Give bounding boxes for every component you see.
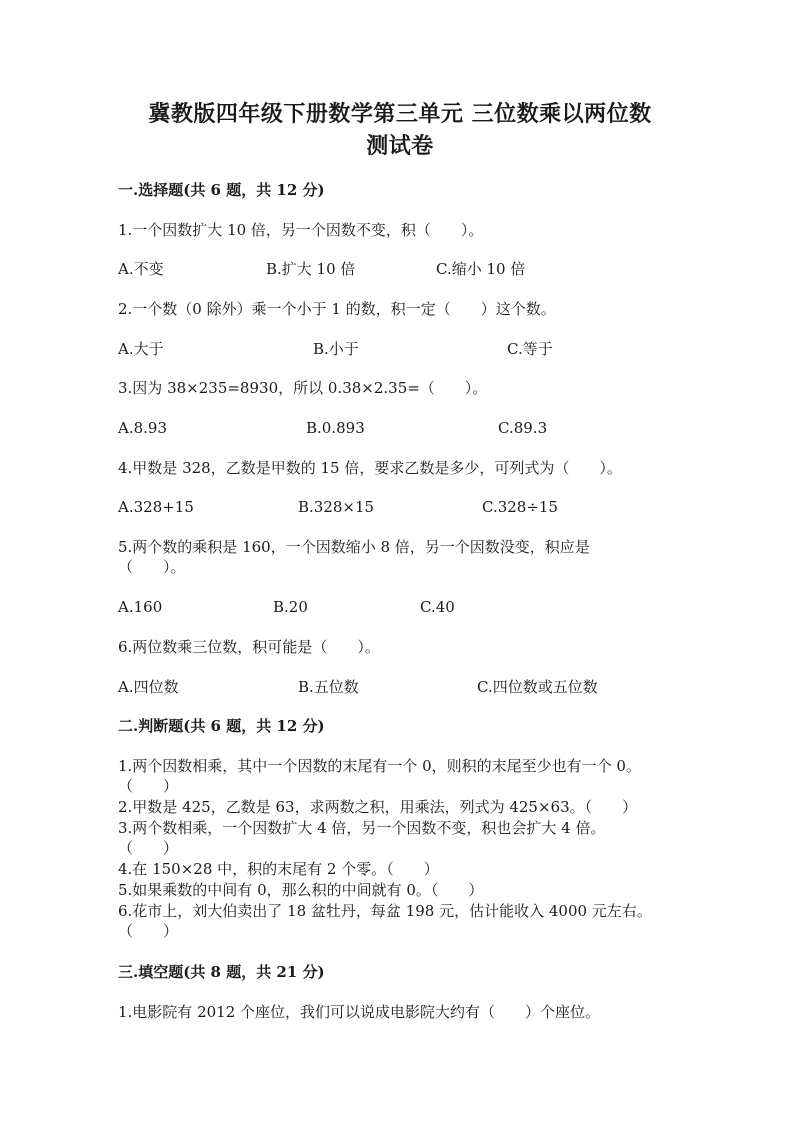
- option-b: B.328×15: [298, 498, 375, 516]
- judge-line: 6.花市上，刘大伯卖出了 18 盆牡丹，每盆 198 元，估计能收入 4000 元左右。: [118, 902, 652, 920]
- option-c: C.89.3: [498, 419, 548, 437]
- judge-line: 3.两个数相乘，一个因数扩大 4 倍，另一个因数不变，积也会扩大 4 倍。: [118, 819, 606, 837]
- option-a: A.四位数: [118, 678, 179, 696]
- judge-line: 1.两个因数相乘，其中一个因数的末尾有一个 0，则积的末尾至少也有一个 0。: [118, 757, 641, 775]
- judge-line: 5.如果乘数的中间有 0，那么积的中间就有 0。（ ）: [118, 881, 484, 899]
- judge-line: 4.在 150×28 中，积的末尾有 2 个零。（ ）: [118, 860, 439, 878]
- question-text: 3.因为 38×235=8930，所以 0.38×2.35=（ ）。: [118, 379, 488, 397]
- question-text: 1.电影院有 2012 个座位，我们可以说成电影院大约有（ ）个座位。: [118, 1003, 601, 1021]
- question-text: 1.一个因数扩大 10 倍，另一个因数不变，积（ ）。: [118, 221, 484, 239]
- option-b: B.扩大 10 倍: [266, 260, 356, 278]
- option-c: C.328÷15: [482, 498, 558, 516]
- option-a: A.不变: [118, 260, 164, 278]
- question-text: 6.两位数乘三位数，积可能是（ ）。: [118, 638, 380, 656]
- question-text: 2.一个数（0 除外）乘一个小于 1 的数，积一定（ ）这个数。: [118, 300, 556, 318]
- section-heading-fill: 三.填空题(共 8 题，共 21 分): [118, 963, 325, 981]
- judge-answer-blank: （ ）: [118, 922, 179, 940]
- judge-answer-blank: （ ）: [118, 839, 179, 857]
- judge-line: 2.甲数是 425，乙数是 63，求两数之积，用乘法，列式为 425×63。（ ）: [118, 798, 638, 816]
- option-c: C.四位数或五位数: [477, 678, 598, 696]
- option-b: B.小于: [313, 340, 359, 358]
- option-a: A.328+15: [118, 498, 194, 516]
- page-title-line2: 测试卷: [366, 133, 434, 159]
- page-title-line1: 冀教版四年级下册数学第三单元 三位数乘以两位数: [148, 101, 652, 127]
- question-text-continued: （ ）。: [118, 558, 186, 576]
- judge-answer-blank: （ ）: [118, 777, 179, 795]
- section-heading-choice: 一.选择题(共 6 题，共 12 分): [118, 181, 325, 199]
- option-a: A.8.93: [118, 419, 167, 437]
- question-text: 4.甲数是 328，乙数是甲数的 15 倍，要求乙数是多少，可列式为（ ）。: [118, 459, 622, 477]
- option-c: C.40: [420, 598, 455, 616]
- option-b: B.20: [273, 598, 308, 616]
- question-text: 5.两个数的乘积是 160，一个因数缩小 8 倍，另一个因数没变，积应是: [118, 538, 590, 556]
- option-a: A.大于: [118, 340, 164, 358]
- option-c: C.缩小 10 倍: [436, 260, 526, 278]
- section-heading-judge: 二.判断题(共 6 题，共 12 分): [118, 717, 325, 735]
- option-a: A.160: [118, 598, 163, 616]
- option-b: B.0.893: [306, 419, 365, 437]
- option-b: B.五位数: [298, 678, 359, 696]
- option-c: C.等于: [507, 340, 553, 358]
